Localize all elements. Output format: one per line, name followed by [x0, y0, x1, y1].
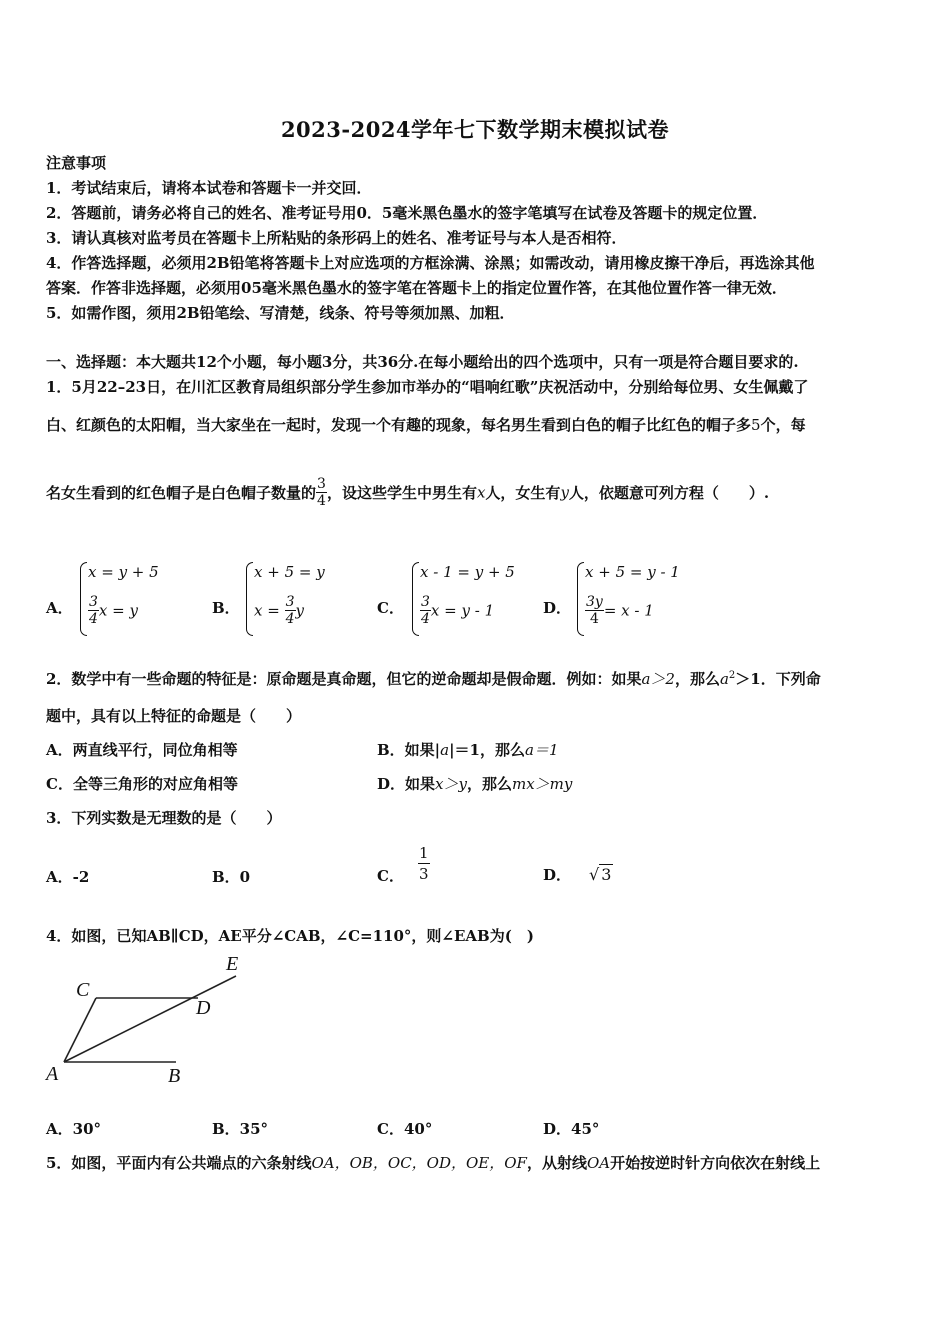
- q2-option-d-cond1: x＞y: [435, 775, 467, 793]
- q4-option-c: C．40°: [377, 1120, 433, 1138]
- page-title: 2023-2024学年七下数学期末模拟试卷: [280, 117, 670, 142]
- sqrt-icon: √: [589, 865, 600, 884]
- q1-option-b-frac-num: 3: [285, 594, 295, 610]
- q1-line-2-end: 个，每: [760, 416, 806, 434]
- notice-item-3: 3．请认真核对监考员在答题卡上所粘贴的条形码上的姓名、准考证号与本人是否相符．: [46, 229, 627, 247]
- q3-option-c-label: C．: [377, 867, 404, 885]
- q1-option-b-label: B．: [212, 599, 240, 617]
- label-a: A: [46, 1063, 59, 1085]
- q2-option-d: [377, 773, 572, 794]
- q1-option-d-eq1: x + 5 = y - 1: [585, 563, 680, 581]
- q1-option-d-eq2-post: = x - 1: [603, 601, 654, 620]
- q1-option-a-frac-num: 3: [89, 594, 98, 610]
- q1-option-a-frac: [88, 594, 99, 627]
- q1-option-c-frac-den: 4: [421, 611, 430, 627]
- q1-option-d-brace: [577, 562, 584, 636]
- q1-option-c-eq2-post: x = y - 1: [430, 601, 495, 620]
- q5-start-ray: OA: [586, 1154, 611, 1172]
- q4-option-b: B．35°: [212, 1120, 269, 1138]
- q2-condition: a＞2: [641, 670, 675, 688]
- q1-option-d-label: D．: [543, 599, 572, 617]
- q5-text-post: 开始按逆时针方向依次在射线上: [610, 1154, 821, 1172]
- q1-var-y: y: [560, 483, 569, 502]
- label-e: E: [226, 953, 239, 975]
- q1-option-b-eq2-post: y: [295, 601, 304, 620]
- notice-item-2: 2．答题前，请务必将自己的姓名、准考证号用0．5毫米黑色墨水的签字笔填写在试卷及答题卡的规定位置．: [46, 204, 768, 222]
- q1-option-a-eq2-post: x = y: [98, 601, 138, 620]
- q2-option-a: A．两直线平行，同位角相等: [46, 741, 238, 759]
- notice-item-4-cont: 答案．作答非选择题，必须用05毫米黑色墨水的签字笔在答题卡上的指定位置作答，在其他位置作答一律无效．: [46, 279, 787, 297]
- q3-option-a: A．-2: [46, 868, 90, 886]
- q2-option-b-post: |＝1，那么: [449, 741, 525, 759]
- q4-stem: 4．如图，已知AB∥CD，AE平分∠CAB，∠C=110°，则∠EAB为( ): [46, 927, 534, 945]
- q3-option-c-num: 1: [418, 844, 429, 862]
- q1-option-b-eq2-pre: x =: [254, 601, 285, 620]
- notice-item-4: 4．作答选择题，必须用2B铅笔将答题卡上对应选项的方框涂满、涂黑；如需改动，请用橡皮擦干净后，再选涂其他: [46, 254, 815, 272]
- q1-option-a-eq2: [88, 594, 138, 627]
- q2-line-2: 题中，具有以上特征的命题是（ ）: [46, 707, 302, 725]
- q1-option-c-eq2: [420, 594, 494, 627]
- q1-option-b-frac-den: 4: [285, 611, 295, 627]
- q5-rays: OA，OB，OC，OD，OE，OF: [311, 1154, 527, 1172]
- q2-cond2-exp: 2: [728, 670, 736, 681]
- q1-option-b-frac: [285, 594, 296, 627]
- q1-option-b-eq1: x + 5 = y: [254, 563, 325, 581]
- q2-option-b-pre: B．如果|: [377, 741, 441, 759]
- q1-option-b-brace: [246, 562, 253, 636]
- q1-line-3-text-3: 人，女生有: [485, 484, 561, 502]
- q1-line-2: [46, 414, 806, 435]
- q1-fraction-den: 4: [317, 493, 326, 509]
- q1-fraction: [316, 476, 327, 509]
- q2-cond2-base: a: [719, 670, 729, 688]
- ray-ae: [64, 976, 236, 1062]
- q1-option-c-eq1: x - 1 = y + 5: [420, 563, 515, 581]
- q1-option-d-eq2: [585, 594, 654, 627]
- q3-option-b: B．0: [212, 868, 251, 886]
- q3-option-d-radicand: 3: [601, 865, 612, 884]
- q1-option-c-frac-num: 3: [421, 594, 430, 610]
- q3-option-c: [377, 841, 430, 886]
- q5-line-1: [46, 1152, 820, 1173]
- q1-var-x: x: [476, 483, 486, 502]
- notice-item-1: 1．考试结束后，请将本试卷和答题卡一并交回．: [46, 179, 372, 197]
- notice-heading: 注意事项: [46, 154, 107, 172]
- q2-line-1-text: 2．数学中有一些命题的特征是：原命题是真命题，但它的逆命题却是假命题．例如：如果: [46, 670, 642, 688]
- q1-option-a-frac-den: 4: [89, 611, 98, 627]
- q1-option-a-eq1: x = y + 5: [88, 563, 159, 581]
- label-c: C: [76, 979, 90, 1001]
- q2-option-b-end: a＝1: [525, 741, 559, 759]
- q1-number-5: 5: [751, 416, 761, 434]
- q1-line-3-text-2: ，设这些学生中男生有: [326, 484, 477, 502]
- q1-option-a-brace: [80, 562, 87, 636]
- q1-option-d-frac: [585, 594, 604, 627]
- q2-option-b-var: a: [440, 741, 450, 759]
- q2-cond2-rest: ＞1．下列命: [735, 670, 821, 688]
- q1-line-3-text: 名女生看到的红色帽子是白色帽子数量的: [46, 484, 317, 502]
- q1-option-c-label: C．: [377, 599, 404, 617]
- q2-line-1: [46, 668, 821, 689]
- q2-option-b: [377, 739, 559, 760]
- q2-option-d-pre: D．如果: [377, 775, 436, 793]
- q1-option-d-frac-num: 3y: [586, 594, 603, 610]
- q1-line-3-text-4: 人，依题意可列方程（ ）.: [568, 484, 770, 502]
- notice-item-5: 5．如需作图，须用2B铅笔绘、写清楚，线条、符号等须加黑、加粗．: [46, 304, 515, 322]
- q3-stem: 3．下列实数是无理数的是（ ）: [46, 809, 282, 827]
- q3-option-c-frac: [418, 843, 430, 884]
- q1-option-c-frac: [420, 594, 431, 627]
- q5-text-mid: ，从射线: [526, 1154, 587, 1172]
- q1-line-2-text: 白、红颜色的太阳帽，当大家坐在一起时，发现一个有趣的现象，每名男生看到白色的帽子比红色的帽子多: [46, 416, 752, 434]
- q1-option-c-brace: [412, 562, 419, 636]
- q4-option-a: A．30°: [46, 1120, 102, 1138]
- q2-option-d-cond2: mx＞my: [511, 775, 573, 793]
- q3-option-c-den: 3: [418, 865, 429, 883]
- q1-line-3: [46, 476, 769, 509]
- section-1-heading: 一、选择题：本大题共12个小题，每小题3分，共36分.在每小题给出的四个选项中，只有一项是符合题目要求的.: [46, 353, 799, 371]
- q3-option-d-label: D．: [543, 866, 572, 884]
- segment-ac: [64, 998, 96, 1062]
- q1-line-1: 1．5月22–23日，在川汇区教育局组织部分学生参加市举办的“唱响红歌”庆祝活动中，分别给每位男、女生佩戴了: [46, 378, 809, 396]
- q1-fraction-num: 3: [317, 476, 326, 492]
- q2-option-c: C．全等三角形的对应角相等: [46, 775, 238, 793]
- q2-line-1-text-2: ，那么: [674, 670, 720, 688]
- label-b: B: [168, 1065, 181, 1087]
- q3-option-d: [543, 864, 613, 885]
- q1-option-a-label: A．: [46, 599, 73, 617]
- q4-figure: [40, 950, 260, 1090]
- label-d: D: [196, 997, 211, 1019]
- q5-text-pre: 5．如图，平面内有公共端点的六条射线: [46, 1154, 312, 1172]
- q4-option-d: D．45°: [543, 1120, 600, 1138]
- q2-option-d-mid: ，那么: [466, 775, 512, 793]
- q1-option-d-frac-den: 4: [585, 610, 604, 627]
- q1-option-b-eq2: [254, 594, 304, 627]
